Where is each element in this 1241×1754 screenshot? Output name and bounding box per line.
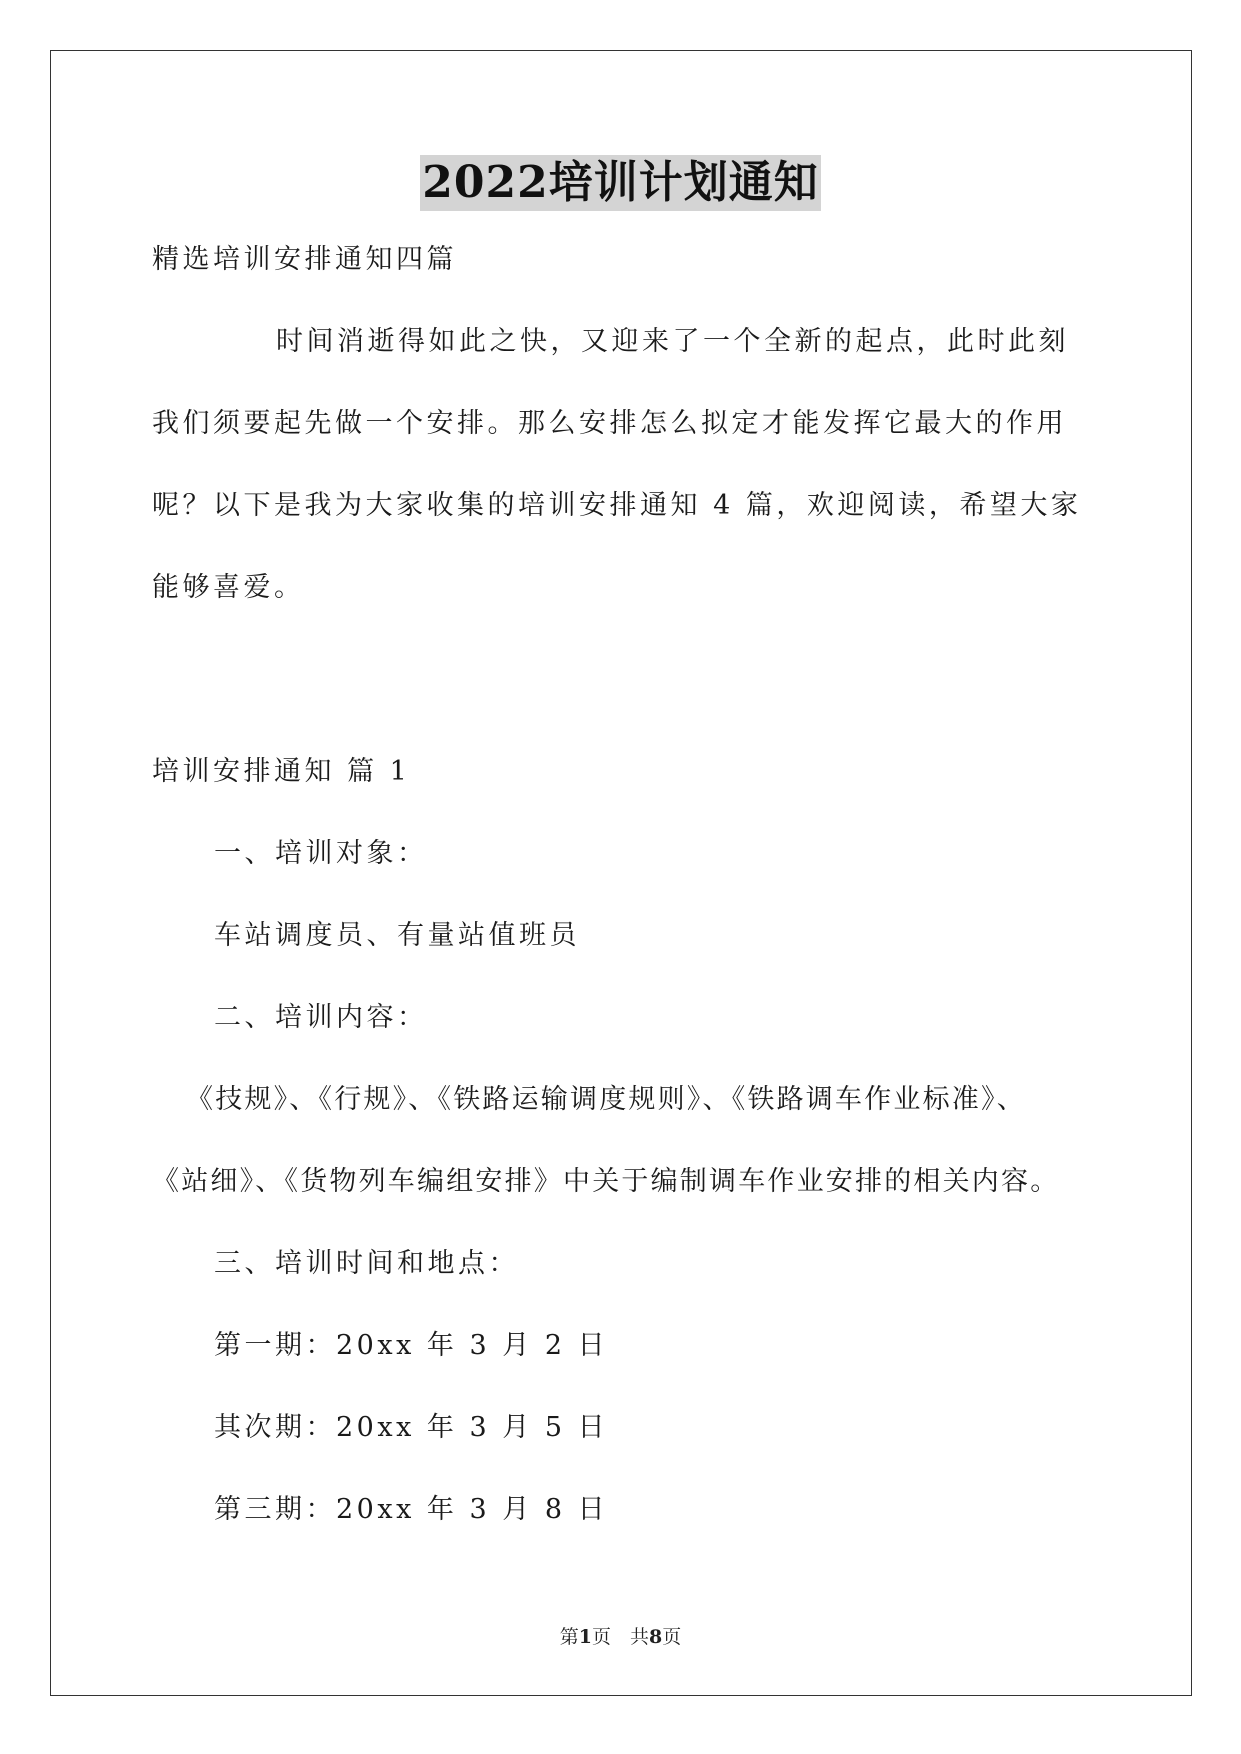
body-line-1: 一、培训对象：	[214, 838, 428, 869]
intro-line-4: 能够喜爱。	[152, 572, 305, 603]
section-heading: 培训安排通知 篇 1	[152, 756, 411, 787]
title-wrap	[0, 155, 1241, 211]
footer-suffix: 页	[662, 1626, 682, 1648]
body-line-7: 第一期：20xx 年 3 月 2 日	[214, 1330, 609, 1361]
footer-page-total: 8	[649, 1626, 663, 1648]
page-footer	[0, 1625, 1241, 1649]
intro-line-1: 时间消逝得如此之快，又迎来了一个全新的起点，此时此刻	[276, 326, 1069, 357]
footer-page-current: 1	[578, 1626, 592, 1648]
body-line-6: 三、培训时间和地点：	[214, 1248, 519, 1279]
body-line-2: 车站调度员、有量站值班员	[214, 920, 580, 951]
body-line-9: 第三期：20xx 年 3 月 8 日	[214, 1494, 609, 1525]
footer-mid: 页 共	[591, 1626, 649, 1648]
footer-prefix: 第	[559, 1626, 579, 1648]
document-title: 2022培训计划通知	[420, 155, 820, 211]
page-border	[50, 50, 1192, 1696]
intro-line-2: 我们须要起先做一个安排。那么安排怎么拟定才能发挥它最大的作用	[152, 408, 1067, 439]
body-line-3: 二、培训内容：	[214, 1002, 428, 1033]
body-line-5: 《站细》、《货物列车编组安排》中关于编制调车作业安排的相关内容。	[152, 1166, 1060, 1197]
document-subtitle: 精选培训安排通知四篇	[152, 244, 457, 275]
intro-line-3: 呢？以下是我为大家收集的培训安排通知 4 篇，欢迎阅读，希望大家	[152, 490, 1082, 521]
body-line-8: 其次期：20xx 年 3 月 5 日	[214, 1412, 609, 1443]
body-line-4: 《技规》、《行规》、《铁路运输调度规则》、《铁路调车作业标准》、	[186, 1084, 1026, 1115]
